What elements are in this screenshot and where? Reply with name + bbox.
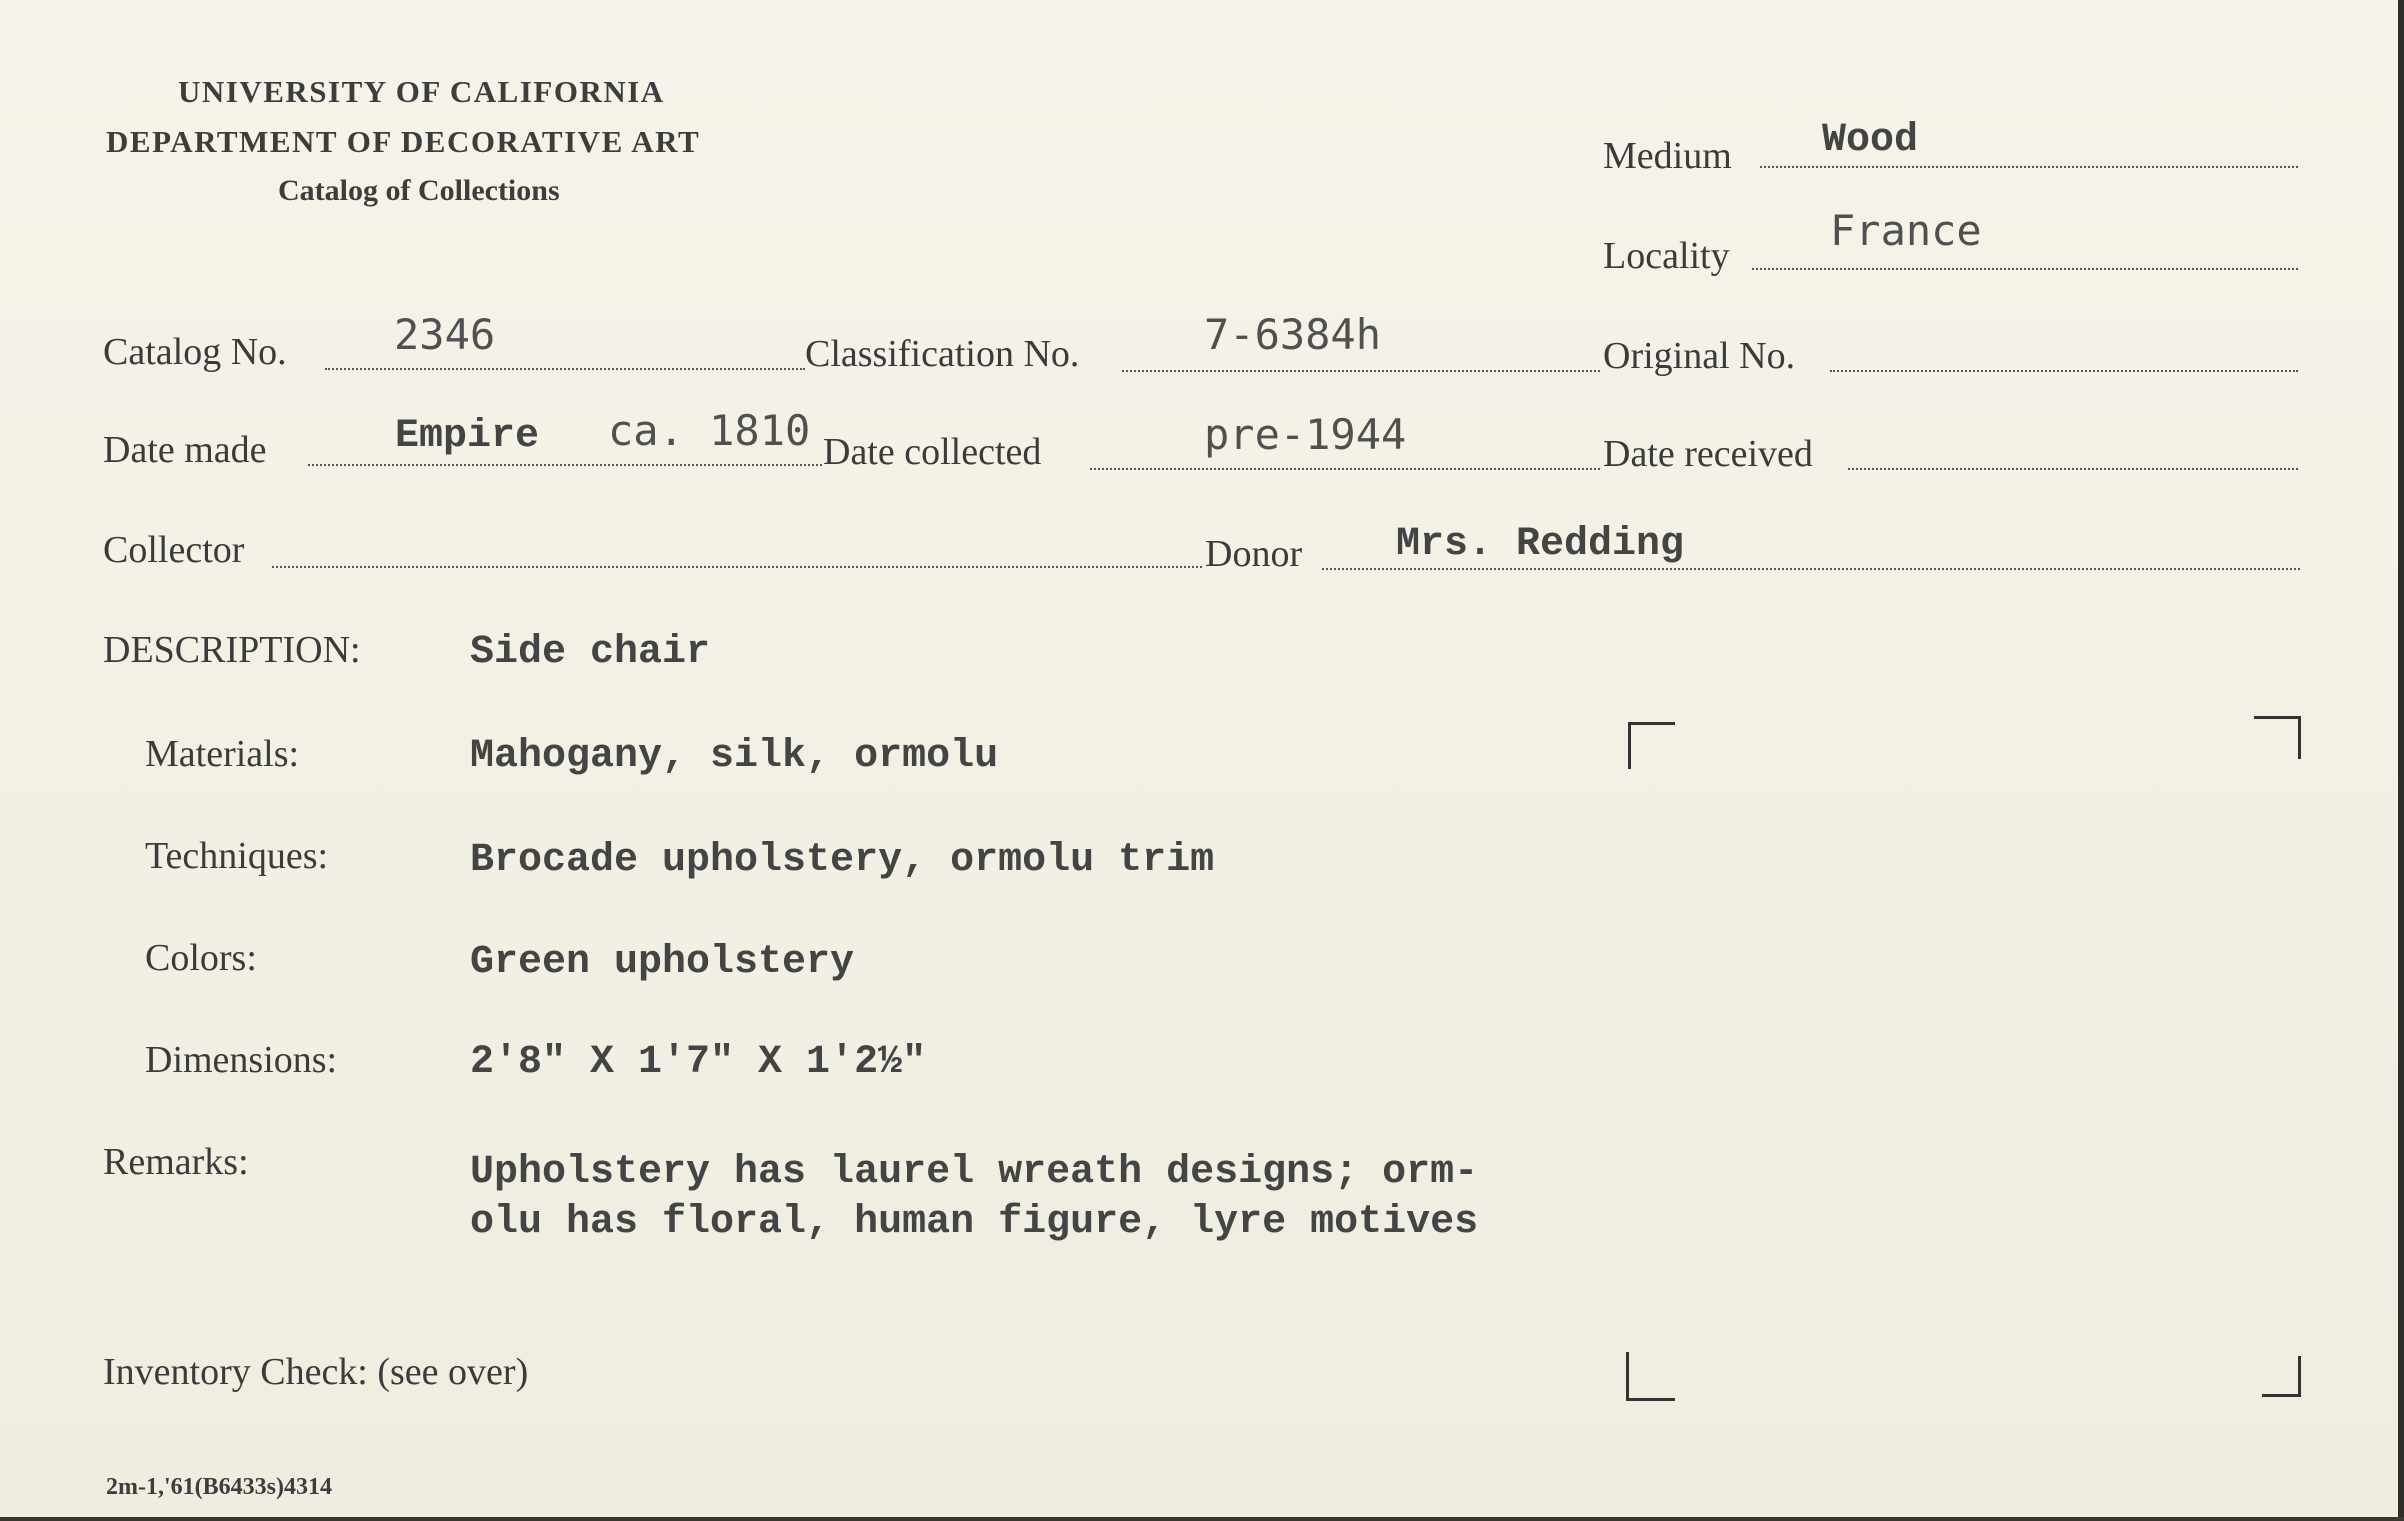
- date-made-line: [308, 464, 822, 466]
- photo-corner-top-right: [2254, 716, 2301, 759]
- original-no-label: Original No.: [1603, 335, 1796, 377]
- remarks-value: [470, 1148, 1478, 1248]
- colors-value: Green upholstery: [470, 940, 855, 985]
- classification-no-label: Classification No.: [805, 333, 1080, 375]
- locality-line: [1752, 268, 2298, 270]
- catalog-no-line: [325, 368, 805, 370]
- collector-line: [272, 566, 1202, 568]
- date-collected-value: pre-1944: [1204, 410, 1407, 459]
- department-title: DEPARTMENT OF DECORATIVE ART: [106, 124, 701, 159]
- original-no-line: [1830, 370, 2298, 372]
- colors-label: Colors:: [145, 937, 257, 979]
- date-collected-line: [1090, 468, 1600, 470]
- photo-corner-bottom-left: [1626, 1352, 1675, 1401]
- classification-no-line: [1122, 370, 1600, 372]
- print-code: 2m-1,'61(B6433s)4314: [106, 1474, 332, 1500]
- date-collected-label: Date collected: [823, 431, 1042, 473]
- medium-line: [1760, 166, 2298, 168]
- medium-value: Wood: [1822, 118, 1919, 163]
- university-title: UNIVERSITY OF CALIFORNIA: [178, 74, 665, 109]
- date-received-line: [1848, 468, 2298, 470]
- catalog-subtitle: Catalog of Collections: [278, 174, 560, 207]
- donor-line: [1322, 568, 2300, 570]
- card-edge-bottom: [0, 1517, 2404, 1521]
- techniques-label: Techniques:: [145, 835, 329, 877]
- locality-value: France: [1830, 206, 1982, 255]
- remarks-line-1: Upholstery has laurel wreath designs; orm-: [470, 1150, 1479, 1195]
- classification-no-value: 7-6384h: [1204, 310, 1382, 359]
- remarks-label: Remarks:: [103, 1141, 249, 1183]
- locality-label: Locality: [1603, 235, 1730, 277]
- photo-corner-top-left: [1628, 722, 1675, 769]
- date-made-label: Date made: [103, 429, 267, 471]
- materials-label: Materials:: [145, 733, 300, 775]
- catalog-no-label: Catalog No.: [103, 331, 287, 373]
- dimensions-label: Dimensions:: [145, 1039, 338, 1081]
- date-received-label: Date received: [1603, 433, 1813, 475]
- description-label: DESCRIPTION:: [103, 629, 361, 671]
- donor-value: Mrs. Redding: [1396, 522, 1685, 567]
- photo-corner-bottom-right: [2262, 1356, 2301, 1397]
- collector-label: Collector: [103, 529, 245, 571]
- materials-value: Mahogany, silk, ormolu: [470, 734, 999, 779]
- remarks-line-2: olu has floral, human figure, lyre motives: [470, 1200, 1479, 1245]
- donor-label: Donor: [1205, 533, 1303, 575]
- description-value: Side chair: [470, 630, 711, 675]
- date-made-value-year: ca. 1810: [608, 406, 811, 455]
- dimensions-value: 2'8" X 1'7" X 1'2½": [470, 1040, 927, 1085]
- medium-label: Medium: [1603, 135, 1732, 177]
- inventory-check: Inventory Check: (see over): [103, 1351, 529, 1393]
- card-edge-right: [2398, 0, 2404, 1521]
- date-made-value-style: Empire: [395, 414, 540, 459]
- catalog-no-value: 2346: [394, 310, 496, 359]
- techniques-value: Brocade upholstery, ormolu trim: [470, 838, 1215, 883]
